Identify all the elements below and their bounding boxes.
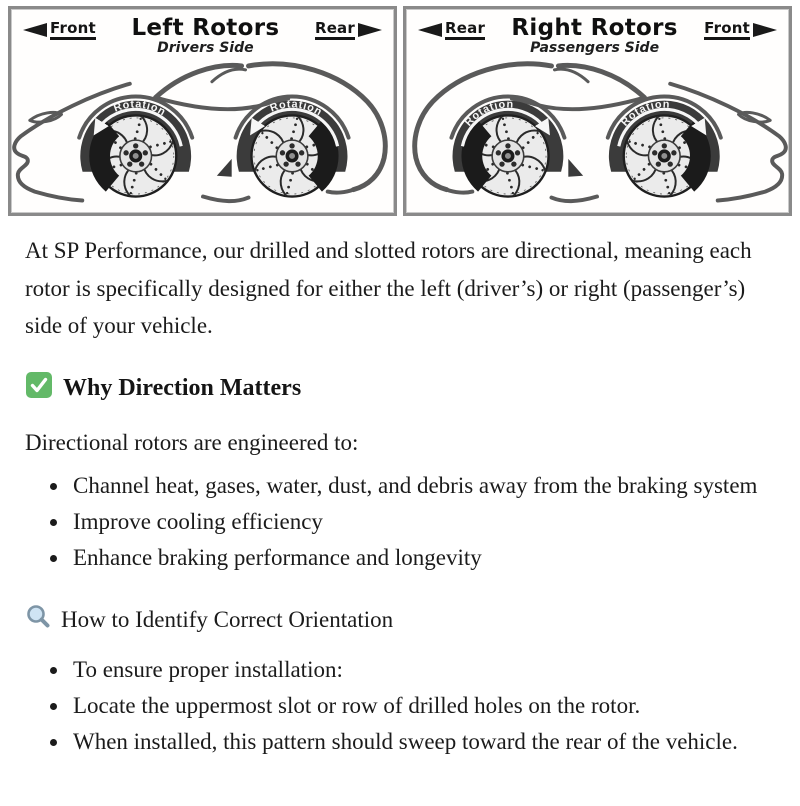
- lead-paragraph: Directional rotors are engineered to:: [25, 429, 359, 455]
- benefits-list: [25, 468, 766, 576]
- list-item: • Locate the uppermost slot or row of drilled holes on the rotor.: [70, 688, 766, 724]
- rotation-label: Rotation: [268, 98, 325, 119]
- car-body-mirrored: [415, 64, 786, 201]
- direction-label: Rear: [315, 20, 355, 40]
- right-arrow-icon: [753, 23, 777, 37]
- direction-label: Front: [50, 20, 96, 40]
- installation-list: [25, 652, 766, 760]
- car-side-view-right: [406, 57, 789, 213]
- section-heading-identify-orientation: [25, 603, 766, 636]
- right-rotors-panel: [403, 6, 792, 216]
- rotor-direction-diagram: [8, 6, 792, 216]
- car-body-left: [14, 64, 385, 201]
- left-arrow-icon: [23, 23, 47, 37]
- section-heading-text: Why Direction Matters: [63, 374, 302, 401]
- car-side-view-left: [11, 57, 394, 213]
- list-item: • When installed, this pattern should sweep toward the rear of the vehicle.: [70, 724, 766, 760]
- right-arrow-icon: [358, 23, 382, 37]
- left-arrow-icon: [418, 23, 442, 37]
- rotation-label: Rotation: [618, 98, 671, 129]
- rear-direction: [315, 20, 382, 40]
- direction-label: Front: [704, 20, 750, 40]
- list-item: • To ensure proper installation:: [70, 652, 766, 688]
- list-item: • Improve cooling efficiency: [70, 504, 766, 540]
- right-panel-header: [406, 9, 789, 57]
- rear-direction: [418, 20, 485, 40]
- check-mark-icon: [25, 371, 53, 406]
- left-rotors-panel: [8, 6, 397, 216]
- list-item: • Channel heat, gases, water, dust, and debris away from the braking system: [70, 468, 766, 504]
- right-panel-titles: [511, 16, 677, 56]
- rotation-label: Rotation: [462, 98, 515, 129]
- magnifying-glass-icon: [25, 603, 52, 636]
- front-direction: [23, 20, 96, 40]
- article-body: [0, 232, 800, 760]
- left-panel-header: [11, 9, 394, 57]
- rotation-label: Rotation: [112, 98, 168, 119]
- list-item: • Enhance braking performance and longevity: [70, 540, 766, 576]
- panel-title: Left Rotors: [131, 15, 280, 41]
- intro-paragraph: At SP Performance, our drilled and slotted rotors are directional, meaning each rotor is specifically designed for either the left (driver’s) or right (passenger’s) side of your vehicle.: [25, 238, 752, 339]
- panel-subtitle: Drivers Side: [157, 40, 254, 57]
- panel-subtitle: Passengers Side: [530, 40, 660, 57]
- section-heading-text: How to Identify Correct Orientation: [61, 606, 394, 632]
- panel-title: Right Rotors: [511, 15, 678, 41]
- direction-label: Rear: [445, 20, 485, 40]
- section-heading-why-direction-matters: [25, 371, 766, 406]
- left-panel-titles: [131, 16, 279, 56]
- front-direction: [704, 20, 777, 40]
